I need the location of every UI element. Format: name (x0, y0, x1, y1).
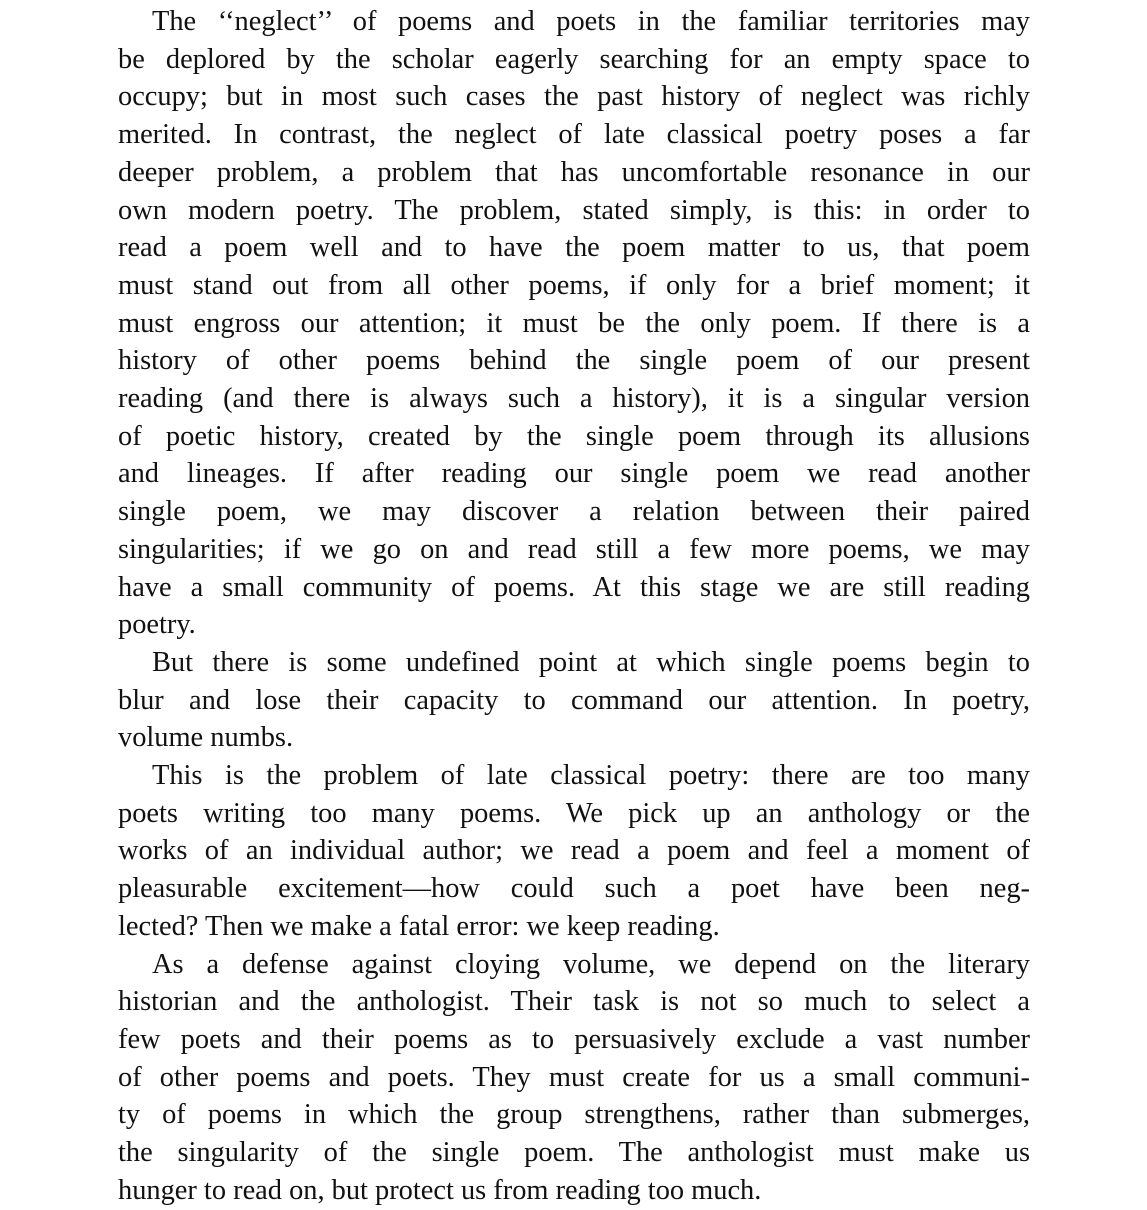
text-line: be deplored by the scholar eagerly searching for an empty space to (118, 43, 1030, 75)
paragraph-late-classical-problem (118, 757, 1030, 946)
text-line: hunger to read on, but protect us from reading too much. (118, 1174, 762, 1206)
text-line: occupy; but in most such cases the past history of neglect was richly (118, 81, 1030, 113)
paragraph-anthologist (118, 946, 1030, 1210)
text-line: have a small community of poems. At this stage we are still reading (118, 571, 1030, 603)
text-line: singularities; if we go on and read still a few more poems, we may (118, 533, 1030, 565)
document-page (118, 3, 1030, 1210)
text-line: must engross our attention; it must be the only poem. If there is a (118, 307, 1030, 339)
text-line: works of an individual author; we read a poem and feel a moment of (118, 835, 1030, 867)
text-line: The ‘‘neglect’’ of poems and poets in the familiar territories may (152, 6, 1030, 37)
text-line: This is the problem of late classical poetry: there are too many (152, 760, 1030, 792)
text-line: merited. In contrast, the neglect of late classical poetry poses a far (118, 119, 1030, 151)
text-line: But there is some undefined point at which single poems begin to (152, 646, 1030, 678)
text-line: lected? Then we make a fatal error: we keep reading. (118, 910, 720, 942)
text-line: historian and the anthologist. Their task is not so much to select a (118, 986, 1030, 1018)
text-line: As a defense against cloying volume, we depend on the literary (152, 948, 1030, 980)
text-line: and lineages. If after reading our single poem we read another (118, 458, 1030, 490)
text-line: blur and lose their capacity to command our attention. In poetry, (118, 684, 1030, 716)
paragraph-volume-numbs (118, 644, 1030, 757)
text-line: volume numbs. (118, 722, 294, 754)
text-line: read a poem well and to have the poem matter to us, that poem (118, 232, 1030, 264)
text-line: ty of poems in which the group strengthens, rather than submerges, (118, 1099, 1030, 1131)
text-line: of other poems and poets. They must create for us a small communi- (118, 1061, 1030, 1093)
text-line: reading (and there is always such a history), it is a singular version (118, 383, 1030, 415)
text-line: poetry. (118, 609, 196, 641)
text-line: the singularity of the single poem. The anthologist must make us (118, 1137, 1030, 1169)
text-line: pleasurable excitement—how could such a poet have been neg- (118, 873, 1030, 905)
text-line: poets writing too many poems. We pick up an anthology or the (118, 797, 1030, 829)
text-line: of poetic history, created by the single poem through its allusions (118, 420, 1030, 452)
text-line: few poets and their poems as to persuasively exclude a vast number (118, 1023, 1030, 1055)
paragraph-neglect (118, 3, 1030, 644)
text-line: history of other poems behind the single poem of our present (118, 345, 1030, 377)
text-line: single poem, we may discover a relation between their paired (118, 496, 1030, 528)
text-line: must stand out from all other poems, if only for a brief moment; it (118, 269, 1030, 301)
text-line: own modern poetry. The problem, stated simply, is this: in order to (118, 194, 1030, 226)
text-line: deeper problem, a problem that has uncomfortable resonance in our (118, 156, 1030, 188)
